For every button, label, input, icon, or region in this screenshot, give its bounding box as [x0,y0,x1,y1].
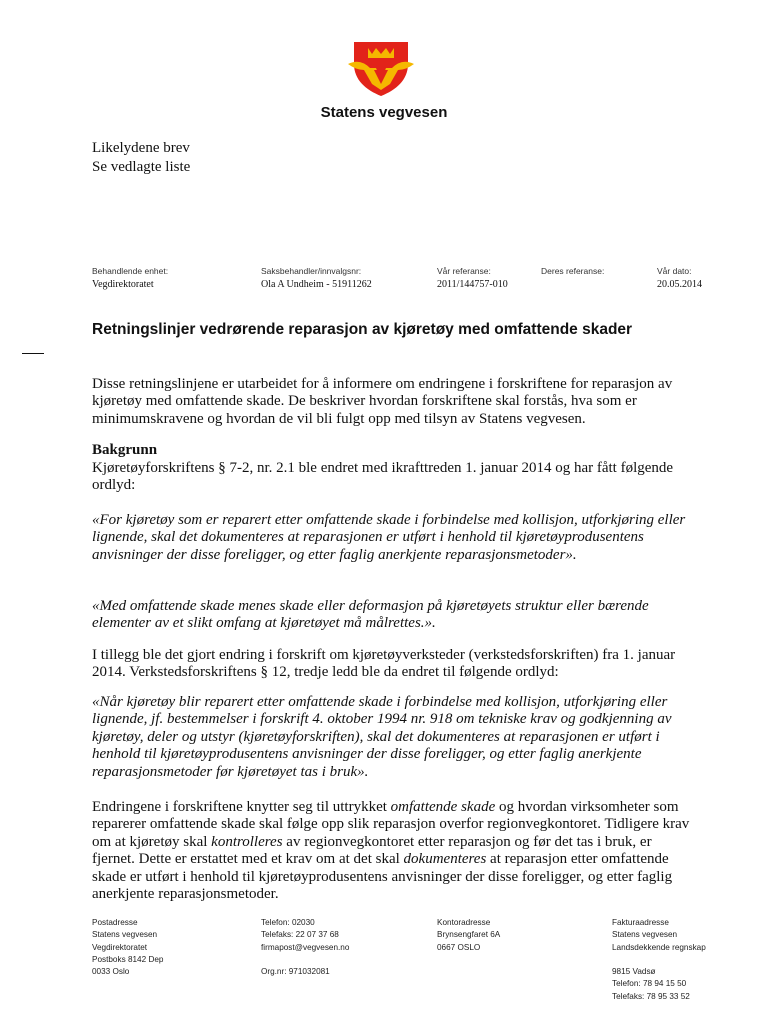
footer-office [437,917,500,954]
footer-line: 0033 Oslo [92,967,130,977]
changes-paragraph [92,799,692,903]
footer-line: 0667 OSLO [437,942,481,952]
footer-line: Brynsengfaret 6A [437,930,501,940]
footer-email[interactable]: firmapost@vegvesen.no [261,942,350,952]
footer-spacer [261,954,349,966]
footer-line: Telefon: 02030 [261,918,315,927]
footer-line: 9815 Vadsø [612,967,656,977]
footer-line: Kontoradresse [437,918,491,927]
ref-our-value: 2011/144757-010 [437,279,508,290]
intro-paragraph: Disse retningslinjene er utarbeidet for å informere om endringene i forskriftene for reparasjon av kjøretøy med omfattende skade. De beskriver hvordan forskriftene skal forstås, hva som er minimumskravene og hvordan de vil bli fulgt opp med tilsyn av Statens vegvesen. [92,376,673,427]
ref-our-label: Vår referanse: [437,266,491,276]
quote-paragraph: «Når kjøretøy blir reparert etter omfattende skade i forbindelse med kollisjon, utforkjøring eller lignende, jf. bestemmelser i forskrift 4. oktober 1994 nr. 918 om tekniske krav og godkjenning av kjøretøy, deler og utstyr (kjøretøyforskriften), skal det dokumenteres at reparasjonen er utført i henhold til kjøretøyprodusentens anvisninger der disse foreligger, og etter faglig anerkjente reparasjonsmetoder før kjøretøyet tas i bruk». [92,694,672,780]
ref-handler-label: Saksbehandler/innvalgsnr: [261,266,362,276]
ref-date-label: Vår dato: [657,266,692,276]
footer-line: Telefaks: 78 95 33 52 [612,991,690,1001]
changes-text: at reparasjon etter omfattende skade er utført i henhold til kjøretøyprodusentens anvisninger der disse foreligger, og etter faglig anerkjente reparasjonsmetoder. [92,851,673,903]
background-paragraph: Kjøretøyforskriftens § 7-2, nr. 2.1 ble endret med ikrafttreden 1. januar 2014 og har fått følgende ordlyd: [92,460,674,494]
ref-unit-label: Behandlende enhet: [92,266,169,276]
recipient-line: Likelydene brev [92,140,190,156]
changes-emphasis: kontrolleres [211,833,283,850]
footer-line: Telefaks: 22 07 37 68 [261,930,339,940]
quote-paragraph: «Med omfattende skade menes skade eller deformasjon på kjøretøyets struktur eller bærende elementer av et slikt omfang at kjøretøyet må målrettes.». [92,598,649,632]
footer-line: Fakturaadresse [612,918,669,927]
ref-unit-value: Vegdirektoratet [92,279,154,290]
recipient-line: Se vedlagte liste [92,159,191,175]
statens-vegvesen-logo-icon [346,40,416,98]
ref-your [541,265,604,278]
workshop-paragraph: I tillegg ble det gjort endring i forskrift om kjøretøyverksteder (verkstedsforskriften) fra 1. januar 2014. Verkstedsforskriftens § 12, tredje ledd ble da endret til følgende ordlyd: [92,647,676,681]
footer-contact [261,917,349,978]
document-title: Retningslinjer vedrørende reparasjon av kjøretøy med omfattende skader [92,321,633,338]
ref-unit [92,265,168,292]
changes-text: Endringene i forskriftene knytter seg til uttrykket [92,799,391,815]
footer-line: Telefon: 78 94 15 50 [612,979,687,989]
recipient-block [92,139,190,177]
footer-postal [92,917,163,978]
section-heading: Bakgrunn [92,442,158,458]
footer-line: Postadresse [92,918,138,927]
org-name: Statens vegvesen [320,104,448,121]
footer-line: Landsdekkende regnskap [612,942,706,952]
changes-text: av regionvegkontoret etter reparasjon og før det tas i bruk, er fjernet. Dette er erstattet med et krav om at det skal [92,833,652,868]
footer-line: Vegdirektoratet [92,942,148,952]
footer-invoice [612,917,706,1003]
changes-text: og hvordan virksomheter som reparerer omfattende skade skal følge opp slik reparasjon overfor regionvegkontoret. Tidligere krav om at kjøretøy skal [92,799,690,850]
ref-your-label: Deres referanse: [541,266,605,276]
changes-emphasis: omfattende skade [390,799,496,815]
footer-line: Statens vegvesen [92,930,158,940]
ref-date-value: 20.05.2014 [657,279,702,290]
footer-spacer [612,954,706,966]
quote-paragraph: «For kjøretøy som er reparert etter omfattende skade i forbindelse med kollisjon, utforkjøring eller lignende, skal det dokumenteres at reparasjonen er utført i henhold til kjøretøyprodusentens anvisninger der disse foreligger, og etter faglig anerkjente reparasjonsmetoder». [92,512,686,563]
margin-mark [22,353,44,354]
footer-line: Statens vegvesen [612,930,678,940]
ref-handler-value: Ola A Undheim - 51911262 [261,279,372,290]
footer-line: Postboks 8142 Dep [92,954,164,964]
ref-date [657,265,702,292]
ref-handler [261,265,372,292]
ref-our [437,265,508,292]
changes-emphasis: dokumenteres [403,851,487,868]
footer-line: Org.nr: 971032081 [261,967,330,977]
